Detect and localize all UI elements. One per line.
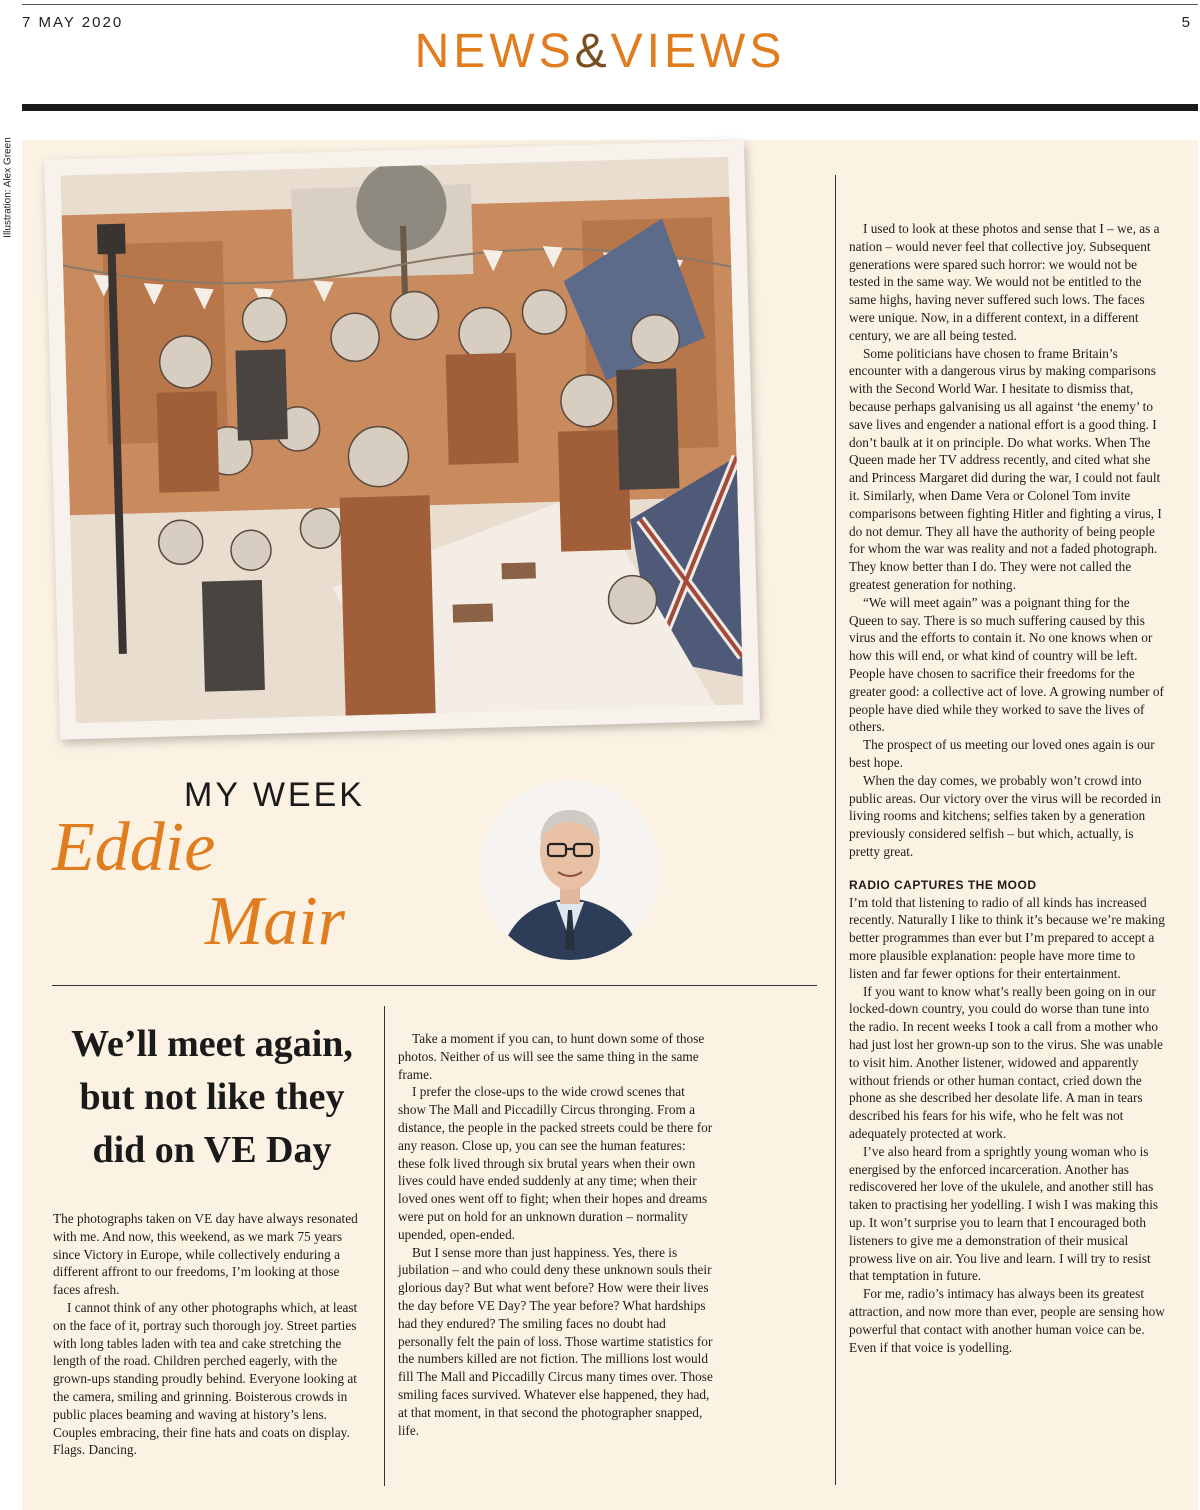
page-number: 5	[1181, 14, 1190, 31]
body-column-3	[849, 220, 1167, 1356]
paragraph: When the day comes, we probably won’t crowd into public areas. Our victory over the virus will be recorded in living rooms and kitchens; selfies taken by a generation previously considered selfish – but which, actually, is pretty great.	[849, 772, 1162, 859]
body-column-1	[53, 1210, 359, 1459]
columnist-first-name: Eddie	[52, 809, 216, 886]
ve-day-illustration	[44, 140, 760, 739]
paragraph: I’m told that listening to radio of all kinds has increased recently. Naturally I like to think it’s because we’re making better programmes than ever but I’m prepared to accept a more plausible explanation: people have more time to listen and far fewer options for their entertainment.	[849, 894, 1165, 981]
section-subhead: RADIO CAPTURES THE MOOD	[849, 877, 1037, 892]
paragraph: If you want to know what’s really been going on in our locked-down country, you could do worse than tune into the radio. In recent weeks I took a call from a mother who had just lost her grown-up son to the virus. She was unable to visit him. Another listener, widowed and apparently without friends or other human contact, cried down the phone as she described her desolate life. A man in tears described his fears for his wife, who he felt was not adequately protected at work.	[849, 983, 1163, 1142]
issue-date: 7 MAY 2020	[22, 14, 124, 31]
column-rule-right	[835, 175, 836, 1485]
columnist-portrait-image	[480, 780, 660, 960]
paragraph: I’ve also heard from a sprightly young woman who is energised by the enforced incarceration. Another has rediscovered her love of the ukulele, and another still has taken to practising her yodelling. I wish I was making this up. It won’t surprise you to learn that I encouraged both listeners to give me a demonstration of their musical prowess live on air. You live and learn. I will try to resist that temptation in future.	[849, 1143, 1159, 1284]
masthead-news: NEWS	[414, 25, 575, 78]
paragraph: Some politicians have chosen to frame Britain’s encounter with a dangerous virus by making comparisons with the Second World War. I hesitate to dismiss that, because perhaps galvanising us all against ‘the enemy’ to save lives and engender a national effort is a good thing. I don’t baulk at it on principle. Do what works. When The Queen made her TV address recently, and cited what she and Princess Margaret did during the war, I could not fault it. Similarly, when Dame Vera or Colonel Tom invite comparisons between fighting Hitler and fighting a virus, I do not demur. They all have the authority of being people for whom the war was reality and not a faded photograph. They know better than I do. They were not called the greatest generation for nothing.	[849, 345, 1162, 592]
column-kicker: MY WEEK	[184, 776, 365, 814]
paragraph: The photographs taken on VE day have always resonated with me. And now, this weekend, as we mark 75 years since Victory in Europe, while collectively enduring a different affront to our freedoms, I’m looking at those faces afresh.	[53, 1211, 358, 1298]
street-party-illustration-image	[60, 157, 743, 723]
columnist-last-name: Mair	[205, 883, 345, 960]
paragraph: I cannot think of any other photographs which, at least on the face of it, portray such thorough joy. Street parties with long tables laden with tea and cake stretching the length of the road. Children perched eagerly, with the grown-ups standing proudly behind. Everyone looking at the camera, smiling and grinning. Boisterous crowds in public places beaming and waving at history’s lens. Couples embracing, their fine hats and coats on display. Flags. Dancing.	[53, 1299, 358, 1458]
columnist-portrait	[480, 780, 660, 960]
headline-rule	[52, 985, 817, 986]
paragraph: I used to look at these photos and sense that I – we, as a nation – would never feel that collective joy. Subsequent generations were spared such horror: we would not be tested in the same way. We would not be entitled to the same highs, having never suffered such lows. The faces were unique. Now, in a different context, in a different century, we are all being tested.	[849, 221, 1160, 343]
paragraph: Take a moment if you can, to hunt down some of those photos. Neither of us will see the same thing in the same frame.	[398, 1031, 705, 1082]
article-panel	[22, 140, 1198, 1510]
illustration-credit: Illustration: Alex Green	[2, 137, 14, 238]
body-column-2	[398, 1030, 716, 1439]
column-rule-middle	[384, 1006, 385, 1486]
paragraph: But I sense more than just happiness. Yes, there is jubilation – and who could deny these unknown souls their glorious day? But what went before? How were their lives the day before VE Day? The year before? What hardships had they endured? The smiling faces no doubt had personally felt the pain of loss. Those wartime statistics for the numbers killed are not fiction. The millions lost would fill The Mall and Piccadilly Circus many times over. Those smiling faces survived. Whatever else happened, they had, at that moment, in that second the photographer snapped, life.	[398, 1244, 713, 1438]
paragraph: For me, radio’s intimacy has always been its greatest attraction, and now more than ever, people are sensing how powerful that contact with another human voice can be. Even if that voice is yodelling.	[849, 1286, 1165, 1355]
masthead-views: VIEWS	[610, 25, 786, 78]
paragraph: “We will meet again” was a poignant thing for the Queen to say. There is so much suffering caused by this virus and the efforts to contain it. No one knows when or how this will end, or what kind of country will be left. People have chosen to sacrifice their freedoms for the greater good: a collective act of love. A growing number of people have died while they worked to save the lives of others.	[849, 594, 1164, 735]
masthead-rule	[22, 104, 1198, 111]
top-hairline	[22, 4, 1198, 5]
section-masthead	[0, 24, 1200, 79]
masthead-ampersand: &	[574, 25, 611, 78]
paragraph: The prospect of us meeting our loved ones again is our best hope.	[849, 737, 1155, 770]
paragraph: I prefer the close-ups to the wide crowd scenes that show The Mall and Piccadilly Circus thronging. From a distance, the people in the packed streets could be there for any reason. Close up, you can see the human features: these folk lived through six brutal years when their own lives could have ended suddenly at any time; when their loved ones went off to fight; when their hopes and dreams were put on hold for an unknown duration – normality upended, open-ended.	[398, 1084, 713, 1242]
article-headline: We’ll meet again, but not like they did on VE Day	[71, 1023, 353, 1171]
